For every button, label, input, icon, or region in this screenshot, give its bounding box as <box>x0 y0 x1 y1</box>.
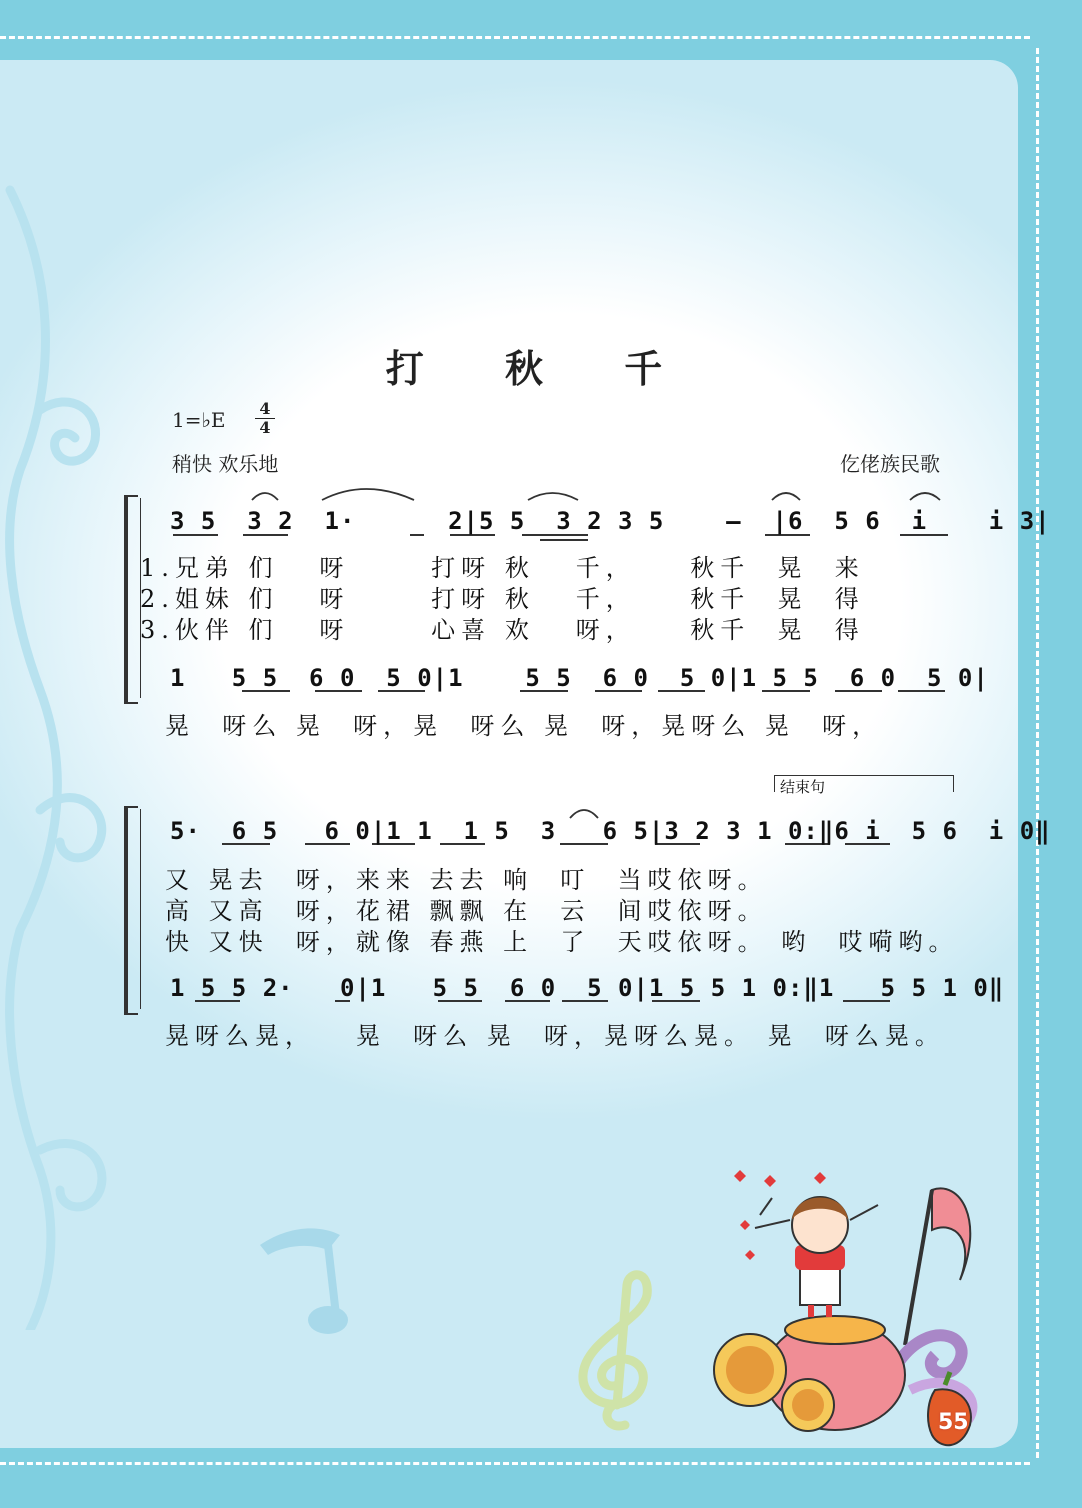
lyrics-verse-1: 1.兄弟 们 呀 打呀 秋 千， 秋千 晃 来 <box>140 554 865 582</box>
song-origin: 仡佬族民歌 <box>840 452 940 476</box>
key-text: 1=♭E <box>172 408 226 432</box>
ending-label: 结束句 <box>780 778 826 796</box>
lyrics-verse-3-part2: 快 又快 呀，就像 春燕 上 了 天哎依呀。 哟 哎嗬哟。 <box>165 928 959 956</box>
accompaniment-lyrics-1: 晃 呀么 晃 呀，晃 呀么 晃 呀，晃呀么 晃 呀， <box>165 712 883 740</box>
time-bottom: 4 <box>259 418 271 437</box>
time-top: 4 <box>255 400 275 419</box>
accompaniment-line-1: 1 5 5 6 0 5 0|1 5 5 6 0 5 0|1 5 5 6 0 5 0| <box>170 664 989 692</box>
accompaniment-line-2: 1 5 5 2· 0|1 5 5 6 0 5 0|1 5 5 1 0:‖1 5 5 1 0‖ <box>170 974 1005 1002</box>
system-brace-line <box>140 809 141 1009</box>
lyrics-verse-2: 2.姐妹 们 呀 打呀 秋 千， 秋千 晃 得 <box>140 585 865 613</box>
lyrics-verse-3: 3.伙伴 们 呀 心喜 欢 呀， 秋千 晃 得 <box>140 616 865 644</box>
accompaniment-lyrics-2: 晃呀么晃， 晃 呀么 晃 呀，晃呀么晃。 晃 呀么晃。 <box>165 1022 945 1050</box>
lyrics-verse-2-part2: 高 又高 呀，花裙 飘飘 在 云 间哎依呀。 <box>165 897 768 925</box>
melody-line-1: 3 5 3 2 1· 2|5 5 3 2 3 5 – |6 5 6 i i 3| <box>170 507 1051 535</box>
song-title: 打 秋 千 <box>385 347 697 391</box>
page-number: 55 <box>938 1410 969 1435</box>
melody-line-2: 5· 6 5 6 0|1 1 1 5 3 6 5|3 2 3 1 0:‖6 i 5 6 i 0‖ <box>170 817 1051 845</box>
tempo-marking: 稍快 欢乐地 <box>172 452 279 476</box>
lyrics-verse-1-part2: 又 晃去 呀，来来 去去 响 叮 当哎依呀。 <box>165 866 768 894</box>
system-brace <box>124 806 138 1015</box>
